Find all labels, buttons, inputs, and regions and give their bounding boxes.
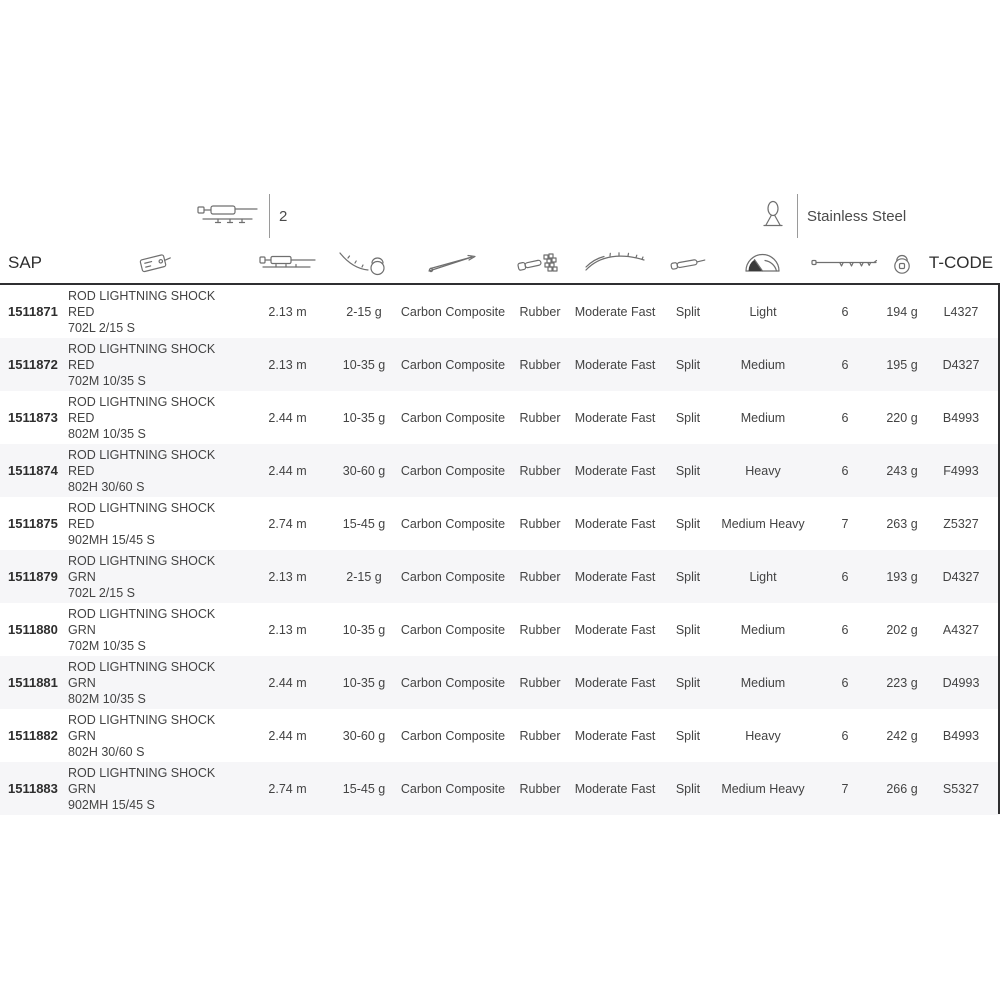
action-cell: Moderate Fast [574, 728, 656, 743]
product-name-line2: 702M 10/35 S [68, 373, 146, 388]
weight-cell: 202 g [886, 622, 918, 637]
sap-cell: 1511880 [8, 621, 58, 637]
action-cell: Moderate Fast [574, 622, 656, 637]
tcode-cell: A4327 [942, 622, 980, 637]
handle-type-cell: Split [675, 675, 701, 690]
rod-weight-icon [882, 249, 922, 277]
length-cell: 2.74 m [268, 781, 307, 796]
guides-cell: 6 [841, 357, 849, 372]
product-name-line2: 802M 10/35 S [68, 691, 146, 706]
sap-cell: 1511882 [8, 727, 58, 743]
handle-material-cell: Rubber [519, 357, 561, 372]
length-cell: 2.44 m [268, 463, 307, 478]
length-cell: 2.44 m [268, 675, 307, 690]
product-name-cell [62, 659, 245, 707]
casting-weight-cell: 15-45 g [342, 781, 386, 796]
length-cell: 2.44 m [268, 410, 307, 425]
tcode-cell: D4327 [942, 569, 980, 584]
casting-weight-cell: 30-60 g [342, 463, 386, 478]
guides-count-icon [808, 255, 882, 271]
power-cell: Heavy [745, 463, 781, 478]
material-cell: Carbon Composite [400, 463, 506, 478]
handle-material-cell: Rubber [519, 728, 561, 743]
product-name-line1: ROD LIGHTNING SHOCK GRN [68, 659, 216, 690]
length-cell: 2.44 m [268, 728, 307, 743]
material-cell: Carbon Composite [400, 304, 506, 319]
handle-material-cell: Rubber [519, 622, 561, 637]
weight-cell: 220 g [886, 410, 918, 425]
weight-cell: 266 g [886, 781, 918, 796]
product-name-line2: 702M 10/35 S [68, 638, 146, 653]
table-row [0, 285, 1000, 338]
power-cell: Light [749, 304, 777, 319]
power-cell: Heavy [745, 728, 781, 743]
material-cell: Carbon Composite [400, 357, 506, 372]
rod-guide-icon [758, 198, 788, 235]
guides-cell: 7 [841, 516, 849, 531]
length-cell: 2.13 m [268, 357, 307, 372]
product-name-line2: 702L 2/15 S [68, 320, 135, 335]
product-name-cell [62, 394, 245, 442]
product-name-cell [62, 341, 245, 389]
material-cell: Carbon Composite [400, 728, 506, 743]
legend-sections [196, 192, 287, 240]
product-name-cell [62, 553, 245, 601]
guides-cell: 6 [841, 569, 849, 584]
product-name-line1: ROD LIGHTNING SHOCK GRN [68, 553, 216, 584]
power-cell: Medium [740, 622, 786, 637]
rod-length-icon [245, 253, 330, 273]
product-name-cell [62, 765, 245, 813]
table-row [0, 338, 1000, 391]
rod-power-icon [718, 251, 808, 275]
casting-weight-cell: 10-35 g [342, 622, 386, 637]
rod-action-icon [572, 251, 658, 275]
weight-cell: 193 g [886, 569, 918, 584]
handle-material-cell: Rubber [519, 675, 561, 690]
table-row [0, 444, 1000, 497]
product-name-cell [62, 606, 245, 654]
handle-type-cell: Split [675, 516, 701, 531]
power-cell: Light [749, 569, 777, 584]
casting-weight-cell: 2-15 g [346, 304, 382, 319]
product-name-cell [62, 500, 245, 548]
action-cell: Moderate Fast [574, 357, 656, 372]
handle-material-cell: Rubber [519, 516, 561, 531]
material-cell: Carbon Composite [400, 410, 506, 425]
sap-cell: 1511871 [8, 303, 58, 319]
length-cell: 2.13 m [268, 622, 307, 637]
material-cell: Carbon Composite [400, 781, 506, 796]
spec-table [0, 243, 1000, 815]
guides-cell: 6 [841, 728, 849, 743]
casting-weight-cell: 10-35 g [342, 675, 386, 690]
material-cell: Carbon Composite [400, 569, 506, 584]
casting-weight-cell: 10-35 g [342, 357, 386, 372]
rod-sections-icon [196, 201, 260, 232]
product-name-line1: ROD LIGHTNING SHOCK RED [68, 394, 216, 425]
weight-cell: 263 g [886, 516, 918, 531]
product-name-line1: ROD LIGHTNING SHOCK GRN [68, 606, 216, 637]
power-cell: Medium Heavy [721, 781, 805, 796]
power-cell: Medium Heavy [721, 516, 805, 531]
handle-type-cell: Split [675, 728, 701, 743]
handle-type-cell: Split [675, 410, 701, 425]
sap-cell: 1511881 [8, 674, 58, 690]
handle-type-cell: Split [675, 781, 701, 796]
handle-type-cell: Split [675, 569, 701, 584]
casting-weight-cell: 15-45 g [342, 516, 386, 531]
guides-cell: 7 [841, 781, 849, 796]
tcode-cell: Z5327 [943, 516, 979, 531]
table-body [0, 285, 1000, 815]
casting-weight-cell: 2-15 g [346, 569, 382, 584]
action-cell: Moderate Fast [574, 410, 656, 425]
power-cell: Medium [740, 410, 786, 425]
product-name-line2: 802H 30/60 S [68, 744, 145, 759]
weight-cell: 243 g [886, 463, 918, 478]
product-name-line2: 702L 2/15 S [68, 585, 135, 600]
handle-type-cell: Split [675, 357, 701, 372]
length-cell: 2.74 m [268, 516, 307, 531]
table-row [0, 603, 1000, 656]
sap-cell: 1511873 [8, 409, 58, 425]
tcode-cell: L4327 [943, 304, 979, 319]
handle-material-cell: Rubber [519, 463, 561, 478]
power-cell: Medium [740, 675, 786, 690]
action-cell: Moderate Fast [574, 569, 656, 584]
weight-cell: 223 g [886, 675, 918, 690]
product-name-line1: ROD LIGHTNING SHOCK RED [68, 500, 216, 531]
blank-material-icon [398, 251, 508, 275]
product-name-line1: ROD LIGHTNING SHOCK RED [68, 447, 216, 478]
handle-material-cell: Rubber [519, 304, 561, 319]
table-header-row [0, 243, 1000, 285]
handle-material-cell: Rubber [519, 569, 561, 584]
weight-cell: 242 g [886, 728, 918, 743]
action-cell: Moderate Fast [574, 463, 656, 478]
product-name-cell [62, 288, 245, 336]
material-cell: Carbon Composite [400, 516, 506, 531]
guides-cell: 6 [841, 304, 849, 319]
legend-guides-material [758, 192, 906, 240]
action-cell: Moderate Fast [574, 781, 656, 796]
action-cell: Moderate Fast [574, 304, 656, 319]
product-name-line1: ROD LIGHTNING SHOCK RED [68, 341, 216, 372]
product-name-line2: 902MH 15/45 S [68, 532, 155, 547]
handle-material-cell: Rubber [519, 410, 561, 425]
casting-weight-icon [330, 249, 398, 277]
material-cell: Carbon Composite [400, 622, 506, 637]
sap-cell: 1511875 [8, 515, 58, 531]
weight-cell: 195 g [886, 357, 918, 372]
weight-cell: 194 g [886, 304, 918, 319]
table-row [0, 391, 1000, 444]
sap-cell: 1511872 [8, 356, 58, 372]
product-name-line1: ROD LIGHTNING SHOCK GRN [68, 712, 216, 743]
sap-cell: 1511874 [8, 462, 58, 478]
casting-weight-cell: 10-35 g [342, 410, 386, 425]
action-cell: Moderate Fast [574, 675, 656, 690]
legend-divider [797, 194, 798, 238]
power-cell: Medium [740, 357, 786, 372]
handle-type-cell: Split [675, 304, 701, 319]
action-cell: Moderate Fast [574, 516, 656, 531]
tcode-header: T-CODE [928, 253, 994, 272]
length-cell: 2.13 m [268, 569, 307, 584]
guides-cell: 6 [841, 622, 849, 637]
sap-cell: 1511883 [8, 780, 58, 796]
sections-count: 2 [279, 207, 288, 225]
tcode-cell: D4993 [942, 675, 980, 690]
handle-type-cell: Split [675, 463, 701, 478]
product-name-cell [62, 447, 245, 495]
tcode-cell: F4993 [943, 463, 979, 478]
material-cell: Carbon Composite [400, 675, 506, 690]
product-name-line2: 802H 30/60 S [68, 479, 145, 494]
tcode-cell: D4327 [942, 357, 980, 372]
product-name-line2: 802M 10/35 S [68, 426, 146, 441]
handle-material-cell: Rubber [519, 781, 561, 796]
tcode-cell: B4993 [942, 410, 980, 425]
legend-divider [269, 194, 270, 238]
table-row [0, 497, 1000, 550]
product-name-line2: 902MH 15/45 S [68, 797, 155, 812]
guides-material-label: Stainless Steel [807, 207, 907, 225]
product-tag-icon [62, 251, 245, 275]
tcode-cell: B4993 [942, 728, 980, 743]
length-cell: 2.13 m [268, 304, 307, 319]
product-name-line1: ROD LIGHTNING SHOCK RED [68, 288, 216, 319]
product-name-line1: ROD LIGHTNING SHOCK GRN [68, 765, 216, 796]
guides-cell: 6 [841, 410, 849, 425]
sap-header: SAP [8, 253, 43, 272]
sap-cell: 1511879 [8, 568, 58, 584]
tcode-cell: S5327 [942, 781, 980, 796]
handle-material-icon [508, 250, 572, 276]
guides-cell: 6 [841, 463, 849, 478]
product-name-cell [62, 712, 245, 760]
handle-type-icon [658, 253, 718, 273]
guides-cell: 6 [841, 675, 849, 690]
handle-type-cell: Split [675, 622, 701, 637]
table-row [0, 762, 1000, 815]
table-row [0, 656, 1000, 709]
table-row [0, 709, 1000, 762]
table-row [0, 550, 1000, 603]
casting-weight-cell: 30-60 g [342, 728, 386, 743]
